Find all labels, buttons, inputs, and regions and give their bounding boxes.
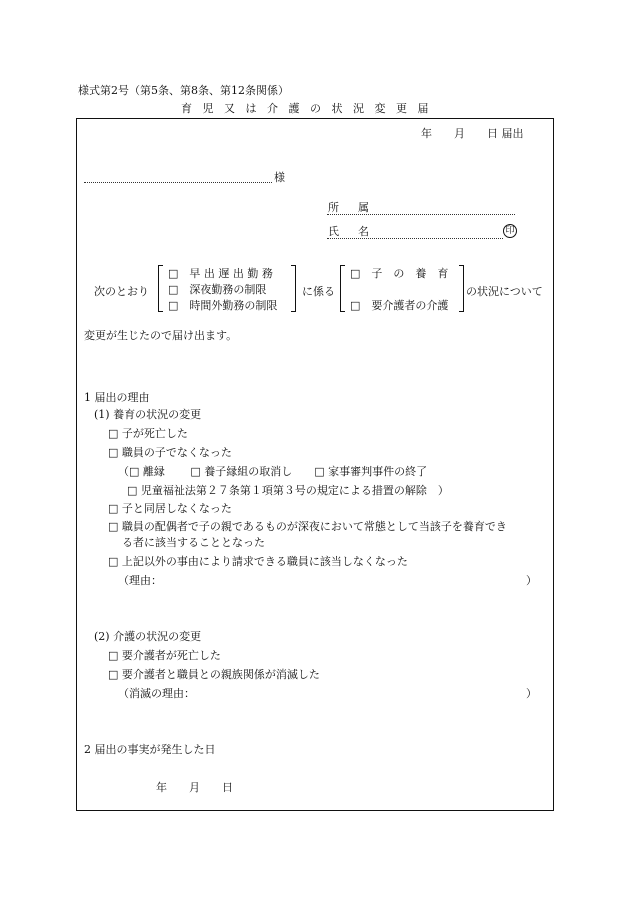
affiliation-field[interactable] — [327, 214, 515, 215]
reason-options-row1[interactable]: （□ 離縁 □ 養子縁組の取消し □ 家事審判事件の終了 — [118, 465, 428, 478]
reason-label: （理由： — [118, 574, 162, 587]
notice-text: 変更が生じたので届け出ます。 — [84, 329, 238, 342]
form-title: 育 児 又 は 介 護 の 状 況 変 更 届 — [181, 102, 432, 115]
section1-sub2-heading: (2) 介護の状況の変更 — [94, 630, 202, 643]
care-bracket-right — [459, 265, 464, 312]
work-bracket-left — [158, 265, 163, 312]
spouse-care-continuation: る者に該当することとなった — [122, 536, 265, 549]
statement-suffix: の状況について — [466, 285, 543, 298]
reason-close: ） — [526, 574, 537, 587]
form-number: 様式第2号（第5条、第8条、第12条関係） — [78, 84, 289, 97]
name-label: 氏 名 — [328, 225, 373, 238]
extinction-reason-label: （消滅の理由： — [118, 687, 195, 700]
work-option-night-limit[interactable]: □ 深夜勤務の制限 — [168, 283, 267, 296]
care-bracket-left — [340, 265, 345, 312]
name-field[interactable] — [327, 238, 503, 239]
statement-prefix: 次のとおり — [94, 285, 149, 298]
care-option-child[interactable]: □ 子 の 養 育 — [350, 267, 449, 280]
statement-connector: に係る — [302, 285, 335, 298]
work-option-overtime-limit[interactable]: □ 時間外勤務の制限 — [168, 299, 278, 312]
checkbox-spouse-care[interactable]: □ 職員の配偶者で子の親であるものが深夜において常態として当該子を養育でき — [108, 520, 507, 533]
addressee-suffix: 様 — [274, 171, 285, 184]
checkbox-relation-ended[interactable]: □ 要介護者と職員との親族関係が消滅した — [108, 668, 320, 681]
checkbox-other-reason[interactable]: □ 上記以外の事由により請求できる職員に該当しなくなった — [108, 555, 408, 568]
work-option-early-late[interactable]: □ 早 出 遅 出 勤 務 — [168, 267, 273, 280]
occurrence-date[interactable]: 年 月 日 — [156, 781, 233, 794]
extinction-reason-close: ） — [526, 687, 537, 700]
checkbox-child-died[interactable]: □ 子が死亡した — [108, 427, 188, 440]
section1-sub1-heading: (1) 養育の状況の変更 — [94, 408, 202, 421]
reason-options-row2[interactable]: □ 児童福祉法第２７条第１項第３号の規定による措置の解除 ） — [127, 484, 449, 497]
checkbox-not-child[interactable]: □ 職員の子でなくなった — [108, 446, 232, 459]
work-bracket-right — [291, 265, 296, 312]
checkbox-care-recipient-died[interactable]: □ 要介護者が死亡した — [108, 649, 221, 662]
care-option-nursing[interactable]: □ 要介護者の介護 — [350, 299, 449, 312]
section1-heading: 1 届出の理由 — [84, 391, 150, 404]
addressee-field[interactable] — [84, 182, 272, 183]
affiliation-label: 所 属 — [328, 201, 373, 214]
submission-date[interactable]: 年 月 日 届出 — [421, 127, 524, 140]
seal-mark: 印 — [503, 224, 517, 238]
checkbox-not-living-together[interactable]: □ 子と同居しなくなった — [108, 502, 232, 515]
section2-heading: 2 届出の事実が発生した日 — [84, 743, 216, 756]
